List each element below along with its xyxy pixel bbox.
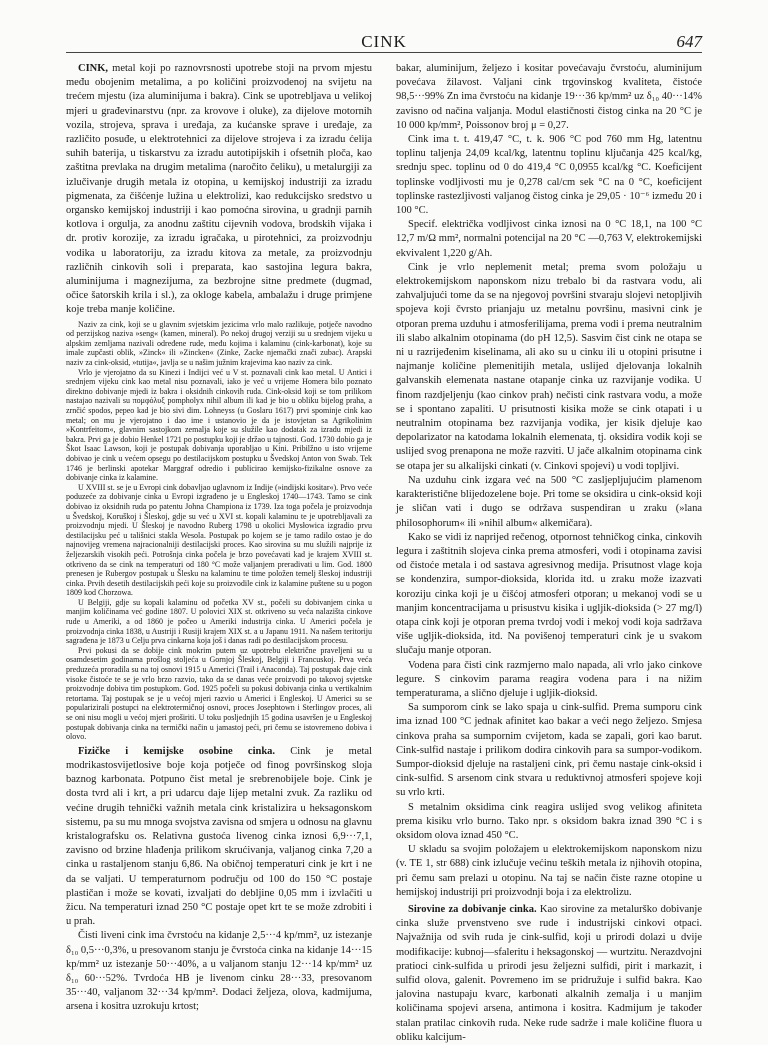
raw-materials-text: Kao sirovine za metalurško dobivanje cinka služe prvenstveno sve rude i industrijski cinkovi otpaci. Najvažnija od svih ruda je cink-sulfid, koji u prirodi dolazi u dvije modifikacije: kubnoj—sfaleritu i heksagonskoj — wurtzitu. Nerazdvojni pratioci cink-sulfida u prirodi jesu željezni sulfidi, pirit i markazit, i sulfid olova, galenit. Povremeno im se pridružuje i sulfid bakra. Kao jalovina nastupaju kvarc, karbonati alkalnih zemalja i u manjim količinama spojevi arsena, antimona i kositra. Kadmijum je također stalan pratilac cinkovih ruda. Neke rude sadrže i male količine fluora u obliku kalcijum- xyxy=(396,903,703,1043)
history-note-2: Vrlo je vjerojatno da su Kinezi i Indijci već u V st. poznavali cink kao metal. U Antici i srednjem vijeku cink kao metal nisu poznavali, iako je već u vrijeme Homera bilo poznato direktno dobivanje mjedi iz bakra i oksidnih cinkovih ruda. Cink-oksid koji se tom prilikom nastajao nazivali su πομφόλυξ pompholyx nihil album ili kad je bio u obliku bijelog praha, a zrnčić spodos, pepeo kad je bio sivi dim. Lohneyss (u Goslaru 1617) prvi spominje cink kao metal; on mu je vjerojatno i dao ime i ustanovio je da je istovjetan sa Agrikolinim »Kontrfeitom«, glavnim sastojkom zemalja koje su služile kao dodatak za izradu mjedi iz bakra. Prvi ga je dobio Henkel 1721 po postupku koji je držao u tajnosti. God. 1730 dobio ga je Škot Isaac Lawson, koji je postupak dobivanja uporabljao u Kini. Pribilžno u isto vrijeme dobivao je cink u većem opsegu po destilacijskom postupku u Švedskoj Anton von Swab. Tek 1746 je berlinski apotekar Marggraf odredio i publicirao kemijsko-fizikalne osnove za dobivanje cinka iz kalamine. xyxy=(66,367,372,483)
history-note-5: Prvi pokusi da se dobije cink mokrim putem uz upotrebu električne praveljeni su u osamdesetim godinama prošlog stoljeća u Gornjoj Šleskoj, Belgiji i Francuskoj. Prva veća preduzeća proradila su na toj osnovi 1915 u Americi (Trail i Anaconda). Taj postupak daje cink visoke čistoće te se je vrlo brzo razvio, tako da se danas veće proizvodi po takovoj svjetske proizvodnje dobiva tim postupkom. God. 1925 počeli su pokusi dobivanja cinka u vertikalnim retortama. Taj postupak se je u većoj mjeri razvio u Americi i Engleskoj. U Americi su se popularizirali postupci na elektrotermičnoj osnovi, proces Josephtown i Sterlingov proces, ali se oni nisu mogli u većoj mjeri proširiti. U toku posljednjih 15 godina usavršen je u Engleskoj postupak dobivanja cinka na termički način u jamastoj peći, pri čemu se istovremeno dobiva i olovo. xyxy=(66,645,372,742)
raw-materials-heading: Sirovine za dobivanje cinka. xyxy=(408,903,537,915)
running-title: CINK xyxy=(361,32,407,51)
history-note-1: Naziv za cink, koji se u glavnim svjetskim jezicima vrlo malo razlikuje, potječe navodno od perzijskog naziva »seng« (kamen, mineral). Po nekoj drugoj verziji su u srednjem vijeku u alpskim zemljama nazivali određene rude, među kojima i kalaminu (cink-karbonat), koje su imale zupčasti oblik, »Zinck« ili »Zincken« (Zinke, Zacke njemački znači zubac). Arapski naziv za cink-oksid, »tutija«, javlja se u našim južnim krajevima kao naziv za cink. xyxy=(66,319,372,368)
steam-paragraph: Vodena para čisti cink razmjerno malo napada, ali vrlo jako cinkove legure. S cinkovim parama reagira vodena para i na nižim temperaturama, a slično djeluje i ugljik-dioksid. xyxy=(396,659,702,699)
properties-paragraph xyxy=(66,745,372,930)
entry-headword: CINK, xyxy=(78,63,109,74)
history-note-4: U Belgiji, gdje su kopali kalaminu od početka XV st., počeli su dobivanjem cinka u manjim količinama već godine 1807. U polovici XIX st. otkriveno su veća nalazišta cinkove rude u Ameriki, a od 1860 je počeo u Ameriki industrija cinka. U Americi počela je proizvodnja cinka 1838, u Austriji i Rusiji krajem XIX st. a u Japanu 1911. Na našem teritoriju sagrađena je 1873 u Celju prva cinkarna koja još i danas radi po destilacijskom procesu. xyxy=(66,597,372,646)
history-note-3: U XVIII st. se je u Evropi cink dobavljao uglavnom iz Indije (»indijski kositar«). Prvo veće poduzeće za dobivanje cinka u Evropi izgrađeno je u Engleskoj 1740—1743. Tamo se cink dobivao iz oksidnih ruda po patentu Johna Championa iz 1739. Iza toga počela je proizvodnja u Švedskoj, Koruškoj i Šleskoj, gdje su već u XVI st. kopali kalaminu te je upotrebljavali za proizvodnju mjedi. U Šleskoj je navodno Ruberg 1798 u okolici Mysłowica izgradio prvu destilacijsku peć u tališnici stakla Wesola. Postupak po kojem se je tamo radilo ostao je do najnovijeg vremena najracionalniji destilacijski proces. Kao sirovina su mu služili najprije iz željezarskih visokih peći. Potrošnja cinka počela je brzo povećavati kad je krajem XVIII st. otkriveno da se cink na temperaturi od 180 °C može valjanjem preradivati u lim. God. 1800 prenesen je Rubergov postupak u Šlesku na kalaminu te time položen temelj šleskoj industriji cinka. Prvih desetih destilacijskih peći koje su proizvodile cink iz kalamine puštene su u pogon 1809 kod Chorzowa. xyxy=(66,482,372,598)
raw-materials-paragraph xyxy=(396,903,702,1045)
continued-paragraph: bakar, aluminijum, željezo i kositar povećavaju čvrstoću, aluminijum povećava žilavost. Valjani cink trgovinskog kvaliteta, čistoće 98,5···99% Zn ima čvrstoću na kidanje 19···36 kp/mm² uz δ₁₀ 40···14% zavisno od načina valjanja. Modul elastičnosti čistog cinka na 20 °C je 10 000 kp/mm², Poissonov broj μ = 0,27. xyxy=(396,63,702,131)
properties-heading: Fizičke i kemijske osobine cinka. xyxy=(78,745,276,757)
left-column xyxy=(66,62,372,1012)
strength-paragraph: Čisti liveni cink ima čvrstoću na kidanje 2,5···4 kp/mm², uz istezanje δ₁₀ 0,5···0,3%, u presovanom stanju je čvrstoća cinka na kidanje 14···15 kp/mm² uz istezanje 50···40%, a u valjanom stanju 12···14 kp/mm² uz δ₁₀ 60···52%. Tvrdoća HB je livenom cinku 28···33, presovanom 35···40, valjanom 32···34 kp/mm². Dodaci željeza, olova, kadmijuma, arsena i kositra uzrokuju krtost; xyxy=(66,930,372,1013)
right-column xyxy=(396,62,703,1043)
electrochemical-paragraph: U skladu sa svojim položajem u elektrokemijskom naponskom nizu (v. TE 1, str 688) cink izlučuje većinu teških metala iz njihovih otopina, pri čemu sam prelazi u otopinu. Na taj se način čiste razne otopine u hemijskoj industriji pri proizvodnji boja i za elektrolizu. xyxy=(396,844,702,898)
intro-text: metal koji po raznovrsnosti upotrebe stoji na prvom mjestu među obojenim metalima, a po količini proizvodenoj na svijetu na trećem mjestu (iza aluminijuma i bakra). Cink se upotrebljava u velikoj mjeri u građevinarstvu (npr. za krovove i oluke), za dijelove motornih vozila, strojeva, sprava i uređaja, za kućanske sprave i uređaje, za različito posuđe, u elektrotehnici za dijelove strojeva i za izradu ćelija suhih baterija, u tiskarstvu za izradu autotipijskih i ofsetnih ploča, kao zaštitna prevlaka na drugim metalima (naročito čeliku), u metalurgiji za izlučivanje drugih metala iz otopina, u kemijskoj industriji za izradu pigmenata, za čišćenje lužina u elektrolizi, kao redukcijsko sredstvo u organsko kemijskoj industriji i kao pomoćna sirovina, u gradnji parnih kotlova i orgulja, za anodnu zaštitu cijevnih vodova, brodskih vijaka i dr. protiv korozije, za izradu igračaka, u pirotehnici, za proizvodnju vodika u laboratoriju, za izradu kitova za metale, za proizvodnju različnih cinkovih soli i preparata, kao sastojina legura bakra, aluminijuma i magnezijuma, za bezbrojne sitne predmete (dugmad, očice šatorskih krila i sl.), za okloge kabela, ambalažu i druge primjene koje treba manje količine. xyxy=(66,63,372,316)
page-header xyxy=(66,32,702,53)
chemistry-paragraph: Cink je vrlo neplemenit metal; prema svom položaju u elektrokemijskom naponskom nizu trebalo bi da rastvara vodu, ali zahvaljujući tome da se na njegovoj površini stvaraju slojevi netopljivih spojeva koji čvrsto prianjaju uz metalnu površinu, masivni cink je otporan prema uzduhu i atmosferilijama, prema vodi i prema neutralnim ili slabo alkalnim otopinama (do pH 12,5). Sasvim čist cink ne otapa se ni u razrijeđenim kiselinama, ali ako su u cinku ili u otopini prisutne i najmanje količine plemenitijih metala, uslijed djelovanja lokalnih galvanskih elemenata nastane otapanje cinka uz razvijanje vodika. U finom razdjeljenju (kao cinkov prah) nečisti cink rastvara vodu, a može se i spontano zapaliti. U prisutnosti kisika može se cink otapati i u neutralnim otopinama bez razvijanja vodika, jer kisik djeluje kao depolarizator na katodama lokalnih elemenata, tj. oksidira vodik koji se uslijed svog prenapona ne može razviti. U jače alkalnim otopinama cink se otapa jer su alkalijski cinkati (v. Cinkovi spojevi) u vodi topljivi. xyxy=(396,261,702,472)
page-number: 647 xyxy=(676,32,702,51)
combustion-paragraph: Na uzduhu cink izgara već na 500 °C zasljepljujućim plamenom karakterističnе blijedozelene boje. Pri tome se oksidira u cink-oksid koji je sličan vati i dugo se održava suspendiran u zraku (»lana philosophorum« ili »nihil album« alkemičara). xyxy=(396,474,702,529)
properties-text: Cink je metal modrikastosvijetlosive boje koja potječe od finog površinskog sloja baznog karbonata. Potpuno čist metal je srebrenobijele boje. Cink je dosta tvrd ali i krt, a pri udarcu daje lijep metalni zvuk. Za razliku od većine drugih tehnički važnih metala cink kristalizira u heksagonskom sistemu, pa su mu mnoga svojstva zavisna od smjera u odnosu na glavnu kristalografsku os. Relativna gustoća livenog cinka iznosi 6,9···7,1, zavisno od brzine hlađenja prilikom skrućivanja, valjanog cinka 7,20 a cinka u rastaljenom stanju 6,86. Na običnoj temperaturi cink je krt i ne da se valjati. U temperaturnom području od 100 do 150 °C postaje plastičan i može se kovati, izvaljati do debljine 0,05 mm i izvlačiti u žicu. Na temperaturi iznad 250 °C postaje opet krt te se može zdrobiti i u prah. xyxy=(66,745,372,928)
corrosion-paragraph: Kako se vidi iz naprijed rečenog, otpornost tehničkog cinka, cinkovih legura i zaštitnih slojeva cinka prema atmosferi, vodi i otopinama zavisi od čistoće metala i od sastava agresivnog medija. Prisutnost vlage koja se kondenzira, sumpor-dioksida, klorida itd. u zraku može izazvati koroziju cinka koji je u čišćoj atmosferi otporan; u mekanoj vodi se u manjim koncentracijama u prisustvu kisika i ugljik-dioksida (> 27 mg/l) otapa cink koji je otporan prema tvrdoj vodi i mekoj vodi koja sadržava više ugljik-dioksida, itd. Na povišenoj temperaturi cink je u svakom slučaju manje otporan. xyxy=(396,531,702,657)
thermal-paragraph: Cink ima t. t. 419,47 °C, t. k. 906 °C pod 760 mm Hg, latentnu toplinu taljenja 24,09 kcal/kg, latentnu toplinu ključanja 425 kcal/kg, srednju spec. toplinu od 0 do 419,4 °C 0,0955 kcal/kg °C. Koeficijent toplinske vodljivosti mu je 0,278 cal/cm sek °C na 0 °C, koeficijent toplinske rastezljivosti valjanog čistog cinka je 29,05 · 10⁻⁶ između 20 i 100 °C. xyxy=(396,134,702,217)
oxides-paragraph: S metalnim oksidima cink reagira uslijed svog velikog afiniteta prema kisiku vrlo burno. Tako npr. s oksidom bakra iznad 390 °C i s oksidom olova iznad 450 °C. xyxy=(396,801,702,841)
sulfur-paragraph: Sa sumporom cink se lako spaja u cink-sulfid. Prema sumporu cink ima iznad 100 °C jednak afinitet kao bakar a veći nego željezo. Smjesa cinkova praha sa sumpornim cvijetom, kada se zapali, gori kao barut. Cink-sulfid nastaje i prilikom dodira cinkovih para sa sumpor-vodikom. Sumpor-dioksid djeluje na rastaljeni cink, pri čemu nastaje cink-oksid i cink-sulfid. S arsenom cink stvara u reduktivnoj atmosferi spojeve koji su vrlo krti. xyxy=(396,702,702,799)
intro-paragraph xyxy=(66,62,372,318)
electrical-paragraph: Specif. električka vodljivost cinka iznosi na 0 °C 18,1, na 100 °C 12,7 m/Ω mm², normalni potencijal na 20 °C —0,763 V, elektrokemijski ekvivalent 1,220 g/Ah. xyxy=(396,219,702,259)
